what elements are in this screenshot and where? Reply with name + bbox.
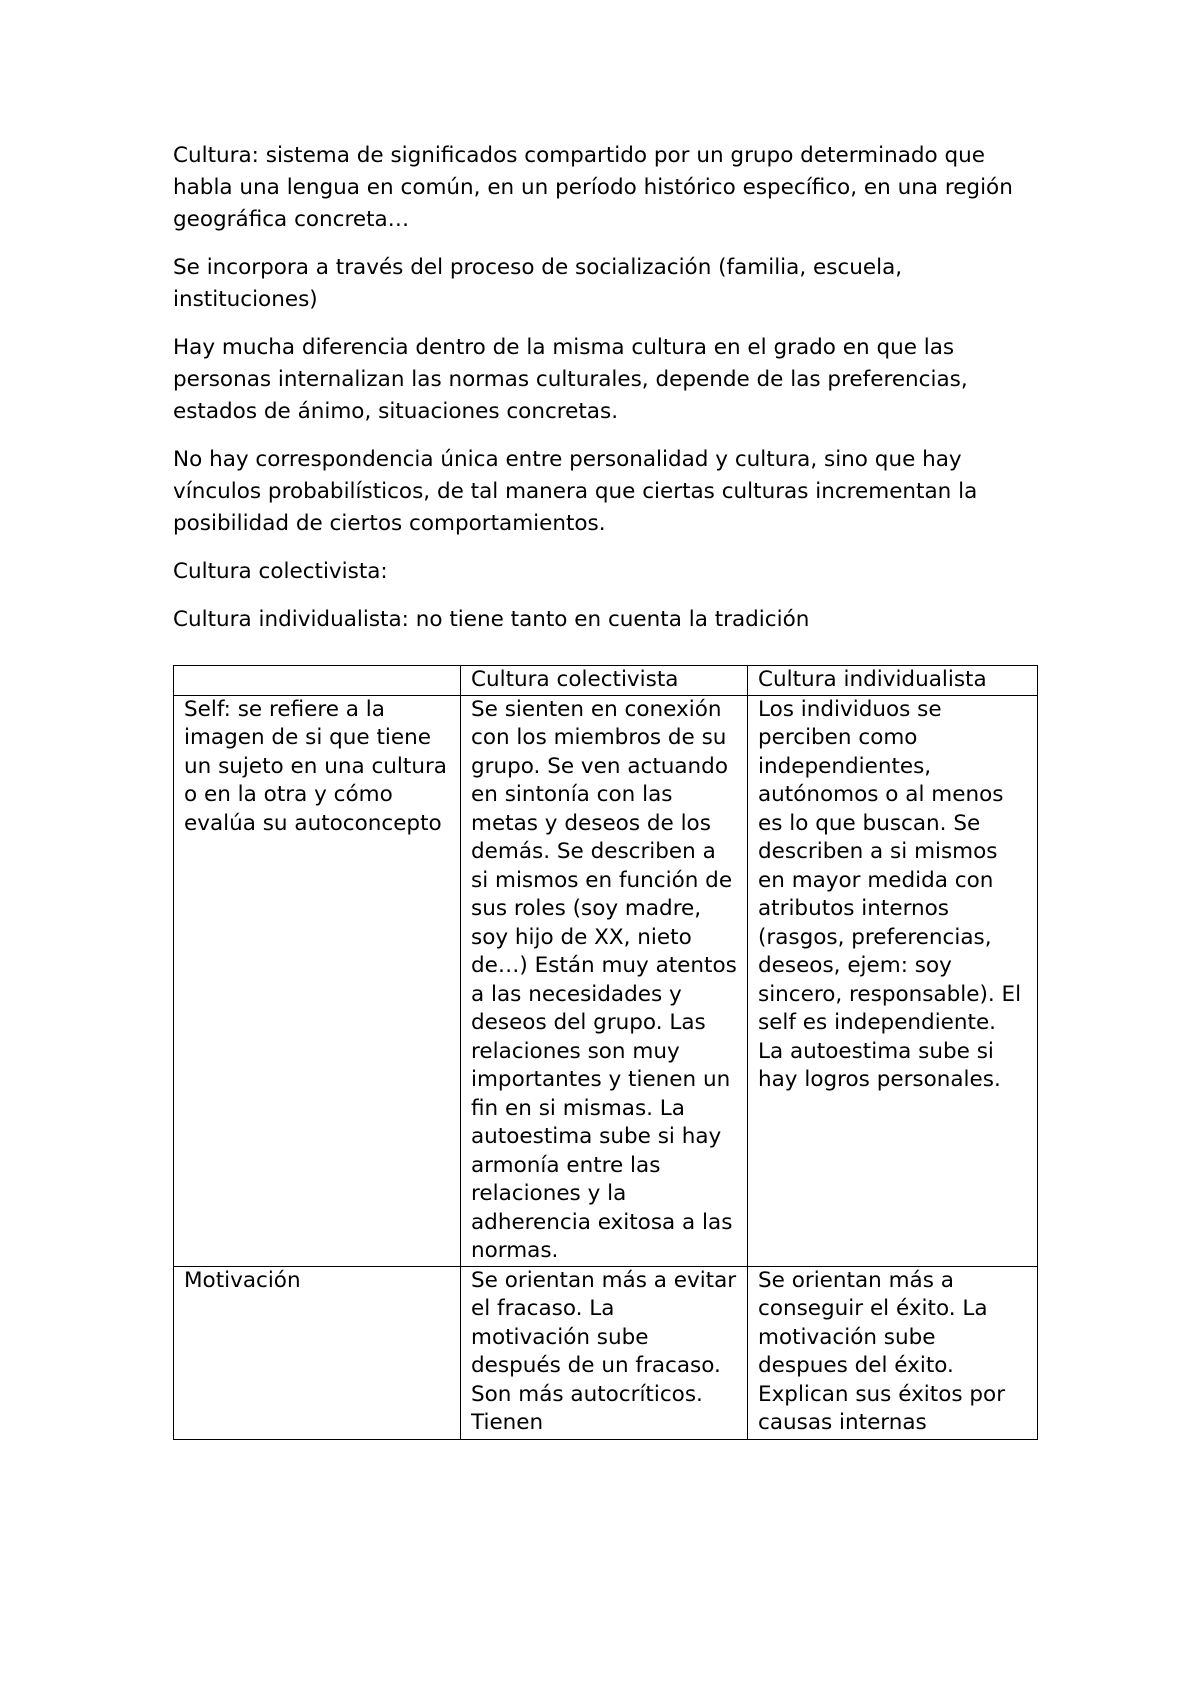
- paragraph-collectivist: Cultura colectivista:: [173, 559, 388, 584]
- paragraph-internalization: Hay mucha diferencia dentro de la misma cultura en el grado en que las personas internalizan las normas culturales, depende de las preferencias, estados de ánimo, situaciones concretas.: [173, 335, 968, 424]
- row-label-self: Self: se refiere a la imagen de si que tiene un sujeto en una cultura o en la otra y cómo evalúa su autoconcepto: [174, 695, 461, 1266]
- row-label-motivacion: [174, 1266, 461, 1439]
- table-row: [174, 695, 1038, 1266]
- comparison-table: [173, 665, 1038, 1440]
- table-header-row: [174, 666, 1038, 696]
- document-body: [173, 140, 1038, 652]
- header-cell-colectivista: Cultura colectivista: [461, 666, 748, 696]
- table-row: [174, 1266, 1038, 1439]
- cell-motivacion-individualista-text: Se orientan más a conseguir el éxito. La motivación sube despues del éxito. Explican sus éxitos por causas internas: [758, 1267, 1006, 1435]
- header-cell-individualista: Cultura individualista: [748, 666, 1038, 696]
- paragraph-definition: Cultura: sistema de significados compartido por un grupo determinado que habla una lengua en común, en un período histórico específico, en una región geográfica concreta…: [173, 143, 1013, 232]
- cell-motivacion-individualista: [748, 1266, 1038, 1439]
- row-label-motivacion-text: Motivación: [184, 1267, 301, 1293]
- paragraph-individualist: Cultura individualista: no tiene tanto en cuenta la tradición: [173, 607, 810, 632]
- cell-self-individualista: Los individuos se perciben como independientes, autónomos o al menos es lo que buscan. Se describen a si mismos en mayor medida con atributos internos (rasgos, preferencias, deseos, ejem: soy sincero, responsable). El self es independiente. La autoestima sube si hay logros personales.: [748, 695, 1038, 1266]
- paragraph-correspondence: No hay correspondencia única entre personalidad y cultura, sino que hay vínculos probabilísticos, de tal manera que ciertas culturas incrementan la posibilidad de ciertos comportamientos.: [173, 447, 978, 536]
- paragraph-socialization: Se incorpora a través del proceso de socialización (familia, escuela, instituciones): [173, 255, 903, 312]
- cell-self-colectivista: Se sienten en conexión con los miembros de su grupo. Se ven actuando en sintonía con las metas y deseos de los demás. Se describen a si mismos en función de sus roles (soy madre, soy hijo de XX, nieto de…) Están muy atentos a las necesidades y deseos del grupo. Las relaciones son muy importantes y tienen un fin en si mismas. La autoestima sube si hay armonía entre las relaciones y la adherencia exitosa a las normas.: [461, 695, 748, 1266]
- cell-motivacion-colectivista: [461, 1266, 748, 1439]
- cell-motivacion-colectivista-text: Se orientan más a evitar el fracaso. La motivación sube después de un fracaso. Son más autocríticos. Tienen: [471, 1267, 737, 1435]
- header-cell-empty: [174, 666, 461, 696]
